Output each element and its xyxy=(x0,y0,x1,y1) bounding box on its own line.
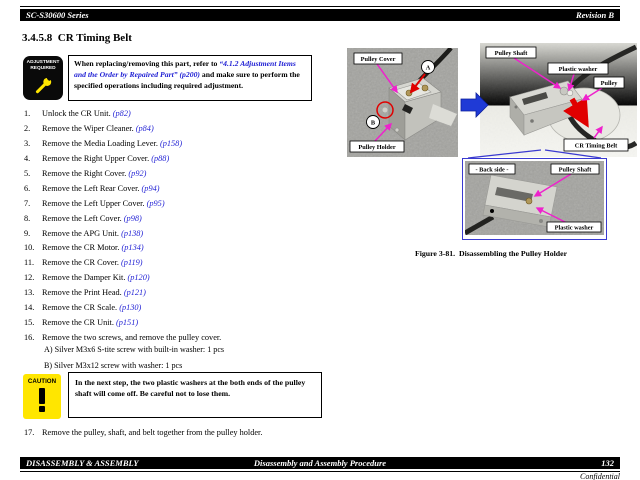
step-text: Remove the Damper Kit. xyxy=(42,273,128,283)
page-ref-link[interactable]: (p158) xyxy=(159,138,183,148)
step-number: 1. xyxy=(24,109,31,118)
substep-item: B) Silver M3x12 screw with washer: 1 pcs xyxy=(44,360,183,370)
page-ref-link[interactable]: (p134) xyxy=(121,243,144,253)
step-number: 15. xyxy=(24,318,35,328)
step-text: Unlock the CR Unit. xyxy=(42,109,113,118)
step-17 xyxy=(24,428,262,437)
adjustment-notice-text xyxy=(68,55,312,101)
plastic-washer-part xyxy=(567,90,573,96)
step-text: Remove the Left Upper Cover. xyxy=(42,198,147,208)
page-ref-link[interactable]: (p88) xyxy=(151,153,170,163)
label-inset-pulley-shaft: Pulley Shaft xyxy=(558,166,592,174)
marker-a-label: A xyxy=(425,64,431,72)
photo-pulley-removed xyxy=(480,43,637,157)
step-text: Remove the Wiper Cleaner. xyxy=(42,123,136,133)
step-item xyxy=(24,288,332,303)
footer-rule xyxy=(20,471,620,472)
back-side-inset xyxy=(462,158,607,240)
pulley-shaft-part xyxy=(560,87,568,95)
exclamation-dot xyxy=(39,406,45,412)
step-number: 9. xyxy=(24,228,31,238)
exclamation-icon xyxy=(39,388,45,404)
screw-b xyxy=(383,108,388,113)
step-text: Remove the CR Scale. xyxy=(42,303,120,313)
header-revision: Revision B xyxy=(575,10,614,20)
adjustment-required-icon xyxy=(23,56,63,100)
step-number: 14. xyxy=(24,303,35,313)
label-plastic-washer: Plastic washer xyxy=(558,66,598,73)
step-item xyxy=(24,318,332,333)
page-ref-link[interactable]: (p98) xyxy=(123,213,142,223)
label-pulley-cover: Pulley Cover xyxy=(360,56,396,63)
caution-text: In the next step, the two plastic washers at the both ends of the pulley shaft will come off. Be careful not to lose them. xyxy=(68,372,322,418)
step-item xyxy=(24,154,332,169)
step-item xyxy=(24,199,332,214)
step-item xyxy=(24,169,332,184)
figure-3-81 xyxy=(345,43,637,261)
step-number: 6. xyxy=(24,183,31,193)
step-text: Remove the Print Head. xyxy=(42,288,124,298)
step-text: Remove the Right Cover. xyxy=(42,168,129,178)
section-title: 3.4.5.8 CR Timing Belt xyxy=(22,32,132,44)
page-ref-link[interactable]: (p119) xyxy=(121,258,143,268)
adjustment-text-before: When replacing/removing this part, refer to xyxy=(74,59,220,68)
footer-page-number: 132 xyxy=(601,458,614,468)
step-number: 3. xyxy=(24,138,31,148)
step-item xyxy=(24,214,332,229)
step-text: Remove the APG Unit. xyxy=(42,228,122,238)
step-number: 7. xyxy=(24,198,31,208)
header-series: SC-S30600 Series xyxy=(26,10,89,20)
page-ref-link[interactable]: (p92) xyxy=(128,168,147,178)
step-number: 13. xyxy=(24,288,35,298)
step-text: Remove the Left Cover. xyxy=(42,213,124,223)
page-ref-link[interactable]: (p95) xyxy=(146,198,165,208)
page-ref-link[interactable]: (p94) xyxy=(141,183,160,193)
label-back-side: - Back side - xyxy=(475,166,509,174)
page-ref-link[interactable]: (p130) xyxy=(119,303,142,313)
caution-icon xyxy=(23,374,61,419)
step-number: 2. xyxy=(24,123,31,133)
page-ref-link[interactable]: (p82) xyxy=(112,109,131,118)
step-item xyxy=(24,109,332,124)
page-ref-link[interactable]: (p120) xyxy=(127,273,150,283)
header-rule xyxy=(20,6,620,7)
step-item xyxy=(24,124,332,139)
step-item xyxy=(24,184,332,199)
step-item xyxy=(24,303,332,318)
confidential-label: Confidential xyxy=(580,472,620,480)
step-number: 12. xyxy=(24,273,35,283)
step-item xyxy=(24,229,332,244)
step-number: 8. xyxy=(24,213,31,223)
step-number: 11. xyxy=(24,258,35,268)
label-pulley-holder: Pulley Holder xyxy=(358,144,396,151)
step-text: Remove the Left Rear Cover. xyxy=(42,183,142,193)
page-ref-link[interactable]: (p121) xyxy=(123,288,146,298)
label-inset-plastic-washer: Plastic washer xyxy=(554,224,594,232)
adjustment-icon-line1: ADJUSTMENT xyxy=(26,60,60,65)
figure-caption: Figure 3-81. Disassembling the Pulley Holder xyxy=(414,249,568,258)
step-item xyxy=(24,258,332,273)
substep-item: A) Silver M3x6 S-tite screw with built-in washer: 1 pcs xyxy=(44,345,225,354)
page-ref-link[interactable]: (p138) xyxy=(121,228,144,238)
wrench-icon xyxy=(32,73,54,95)
step-item xyxy=(24,139,332,154)
step-number: 10. xyxy=(24,243,35,253)
caution-icon-label: CAUTION xyxy=(27,378,57,385)
step-text: Remove the CR Unit. xyxy=(42,318,116,328)
footer-section: Disassembly and Assembly Procedure xyxy=(253,458,387,468)
adjustment-text-after: and make sure to perform the specified operations including required adjustment. xyxy=(74,69,300,90)
label-pulley-shaft: Pulley Shaft xyxy=(494,50,528,57)
footer-chapter: DISASSEMBLY & ASSEMBLY xyxy=(26,458,139,468)
steps-list xyxy=(24,109,332,348)
step-text: Remove the Media Loading Lever. xyxy=(42,138,160,148)
marker-b-label: B xyxy=(370,119,376,127)
step-text: Remove the Right Upper Cover. xyxy=(42,153,152,163)
footer-bar xyxy=(20,457,620,469)
step-text: Remove the CR Motor. xyxy=(42,243,122,253)
step-number: 4. xyxy=(24,153,31,163)
adjustment-link[interactable]: “4.1.2 Adjustment Items and the Order by Repaired Part” (p200) xyxy=(74,59,296,79)
step-text: Remove the pulley, shaft, and belt together from the pulley holder. xyxy=(42,428,263,437)
header-bar xyxy=(20,9,620,21)
adjustment-icon-line2: REQUIRED xyxy=(30,65,56,71)
label-cr-timing-belt: CR Timing Belt xyxy=(574,142,618,150)
step-item xyxy=(24,243,332,258)
step-text: Remove the CR Cover. xyxy=(42,258,122,268)
step-number: 5. xyxy=(24,168,31,178)
step-number: 16. xyxy=(24,333,35,343)
step-number: 17. xyxy=(24,428,35,437)
step-item xyxy=(24,273,332,288)
page-ref-link[interactable]: (p151) xyxy=(115,318,139,328)
step-text: Remove the two screws, and remove the pulley cover. xyxy=(42,333,222,343)
label-pulley: Pulley xyxy=(600,80,618,87)
photo-pulley-holder-front xyxy=(347,48,458,157)
page-ref-link[interactable]: (p84) xyxy=(135,123,154,133)
